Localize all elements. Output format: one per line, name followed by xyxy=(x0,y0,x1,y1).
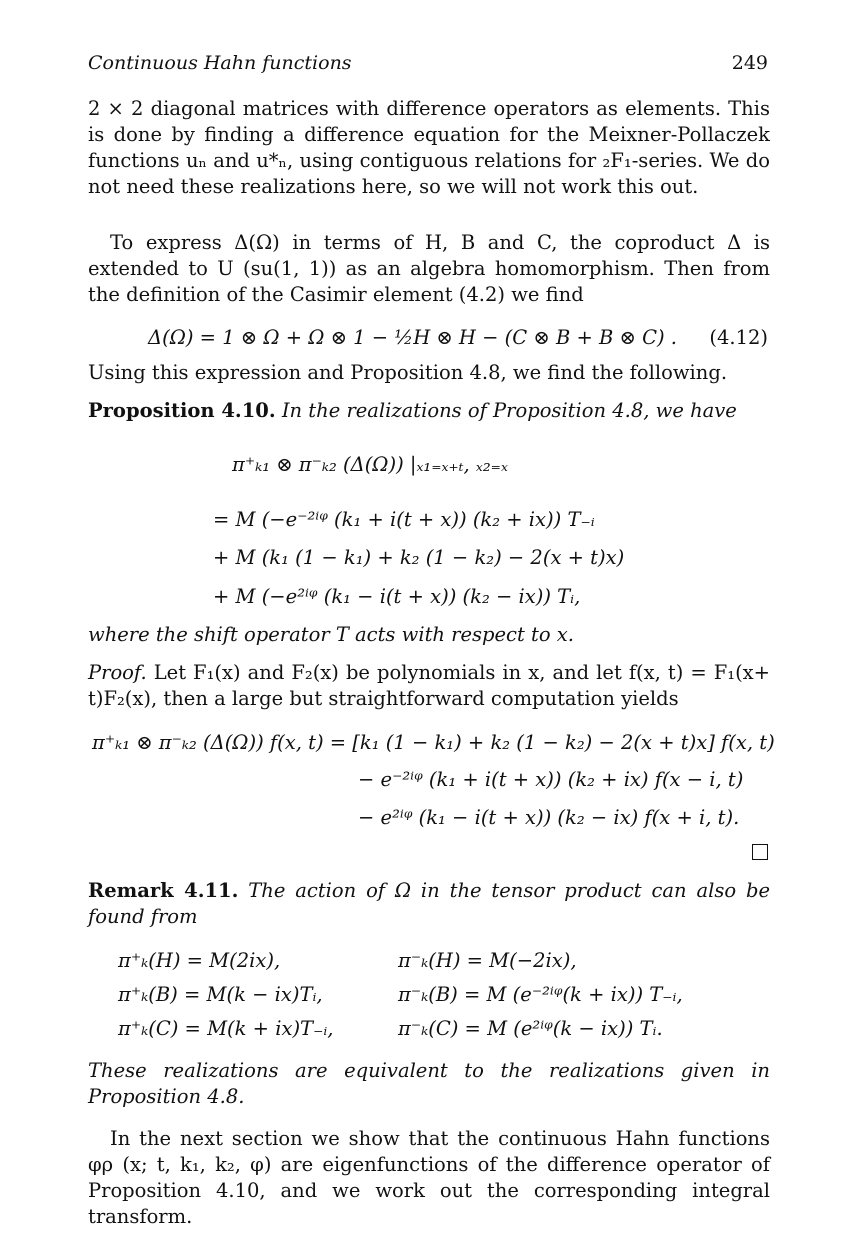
proposition-equation-line-1: π⁺ₖ₁ ⊗ π⁻ₖ₂ (Δ(Ω)) |ₓ₁₌ₓ₊ₜ, ₓ₂₌ₓ xyxy=(232,453,508,476)
running-head: Continuous Hahn functions xyxy=(88,52,352,74)
paragraph-1: 2 × 2 diagonal matrices with difference operators as elements. This is done by finding a difference equation for the Meixner-Pollaczek functions uₙ and u*ₙ, using contiguous relations for ₂F₁-series. We do not need these realizations here, so we will not work this out. xyxy=(88,97,770,198)
proposition-label: Proposition 4.10. xyxy=(88,399,276,422)
paragraph-2: To express Δ(Ω) in terms of H, B and C, the coproduct Δ is extended to U (su(1, 1)) as an algebra homomorphism. Then from the definition of the Casimir element (4.2) we find xyxy=(88,231,770,306)
remark-text: The action of Ω in the tensor product can also be found from xyxy=(88,879,770,928)
proposition-text: In the realizations of Proposition 4.8, we have xyxy=(281,399,737,422)
remark-4-11 xyxy=(88,878,770,930)
proof-text: Let F₁(x) and F₂(x) be polynomials in x, and let f(x, t) = F₁(x+ t)F₂(x), then a large but straightforward computation yields xyxy=(88,661,771,710)
proposition-equation-line-4: + M (−e²ⁱᵠ (k₁ − i(t + x)) (k₂ − ix)) Tᵢ, xyxy=(213,585,581,608)
proposition-4-10 xyxy=(88,398,770,424)
qed-square xyxy=(752,844,768,860)
remark-right-line-3: π⁻ₖ(C) = M (e²ⁱᵠ(k − ix)) Tᵢ. xyxy=(398,1017,663,1040)
remark-left-line-2: π⁺ₖ(B) = M(k − ix)Tᵢ, xyxy=(118,983,323,1006)
proposition-tail: where the shift operator T acts with respect to x. xyxy=(88,623,574,646)
proof-equation-line-2: − e⁻²ⁱᵠ (k₁ + i(t + x)) (k₂ + ix) f(x − i, t) xyxy=(358,768,744,791)
proof-label: Proof. xyxy=(88,661,147,684)
equation-4-12: Δ(Ω) = 1 ⊗ Ω + Ω ⊗ 1 − ½H ⊗ H − (C ⊗ B + B ⊗ C) . xyxy=(148,326,677,349)
remark-right-line-1: π⁻ₖ(H) = M(−2ix), xyxy=(398,949,577,972)
remark-right-line-2: π⁻ₖ(B) = M (e⁻²ⁱᵠ(k + ix)) T₋ᵢ, xyxy=(398,983,683,1006)
proof-equation-line-1: π⁺ₖ₁ ⊗ π⁻ₖ₂ (Δ(Ω)) f(x, t) = [k₁ (1 − k₁) + k₂ (1 − k₂) − 2(x + t)x] f(x, t) xyxy=(92,731,775,754)
page-number: 249 xyxy=(731,52,768,74)
paragraph-last: In the next section we show that the continuous Hahn functions φρ (x; t, k₁, k₂, φ) are eigenfunctions of the difference operator of Proposition 4.10, and we work out the corresponding integral transform. xyxy=(88,1127,770,1228)
paragraph-3: Using this expression and Proposition 4.8, we find the following. xyxy=(88,361,728,384)
proposition-equation-line-3: + M (k₁ (1 − k₁) + k₂ (1 − k₂) − 2(x + t)x) xyxy=(213,546,625,569)
proof-equation-line-3: − e²ⁱᵠ (k₁ − i(t + x)) (k₂ − ix) f(x + i, t). xyxy=(358,806,740,829)
proof xyxy=(88,660,770,712)
remark-left-line-1: π⁺ₖ(H) = M(2ix), xyxy=(118,949,281,972)
remark-label: Remark 4.11. xyxy=(88,879,239,902)
proposition-equation-line-2: = M (−e⁻²ⁱᵠ (k₁ + i(t + x)) (k₂ + ix)) T₋ᵢ xyxy=(213,508,595,531)
remark-tail: These realizations are equivalent to the realizations given in Proposition 4.8. xyxy=(88,1059,770,1108)
equation-number-4-12: (4.12) xyxy=(709,326,768,349)
page-header xyxy=(88,52,768,80)
remark-left-line-3: π⁺ₖ(C) = M(k + ix)T₋ᵢ, xyxy=(118,1017,334,1040)
